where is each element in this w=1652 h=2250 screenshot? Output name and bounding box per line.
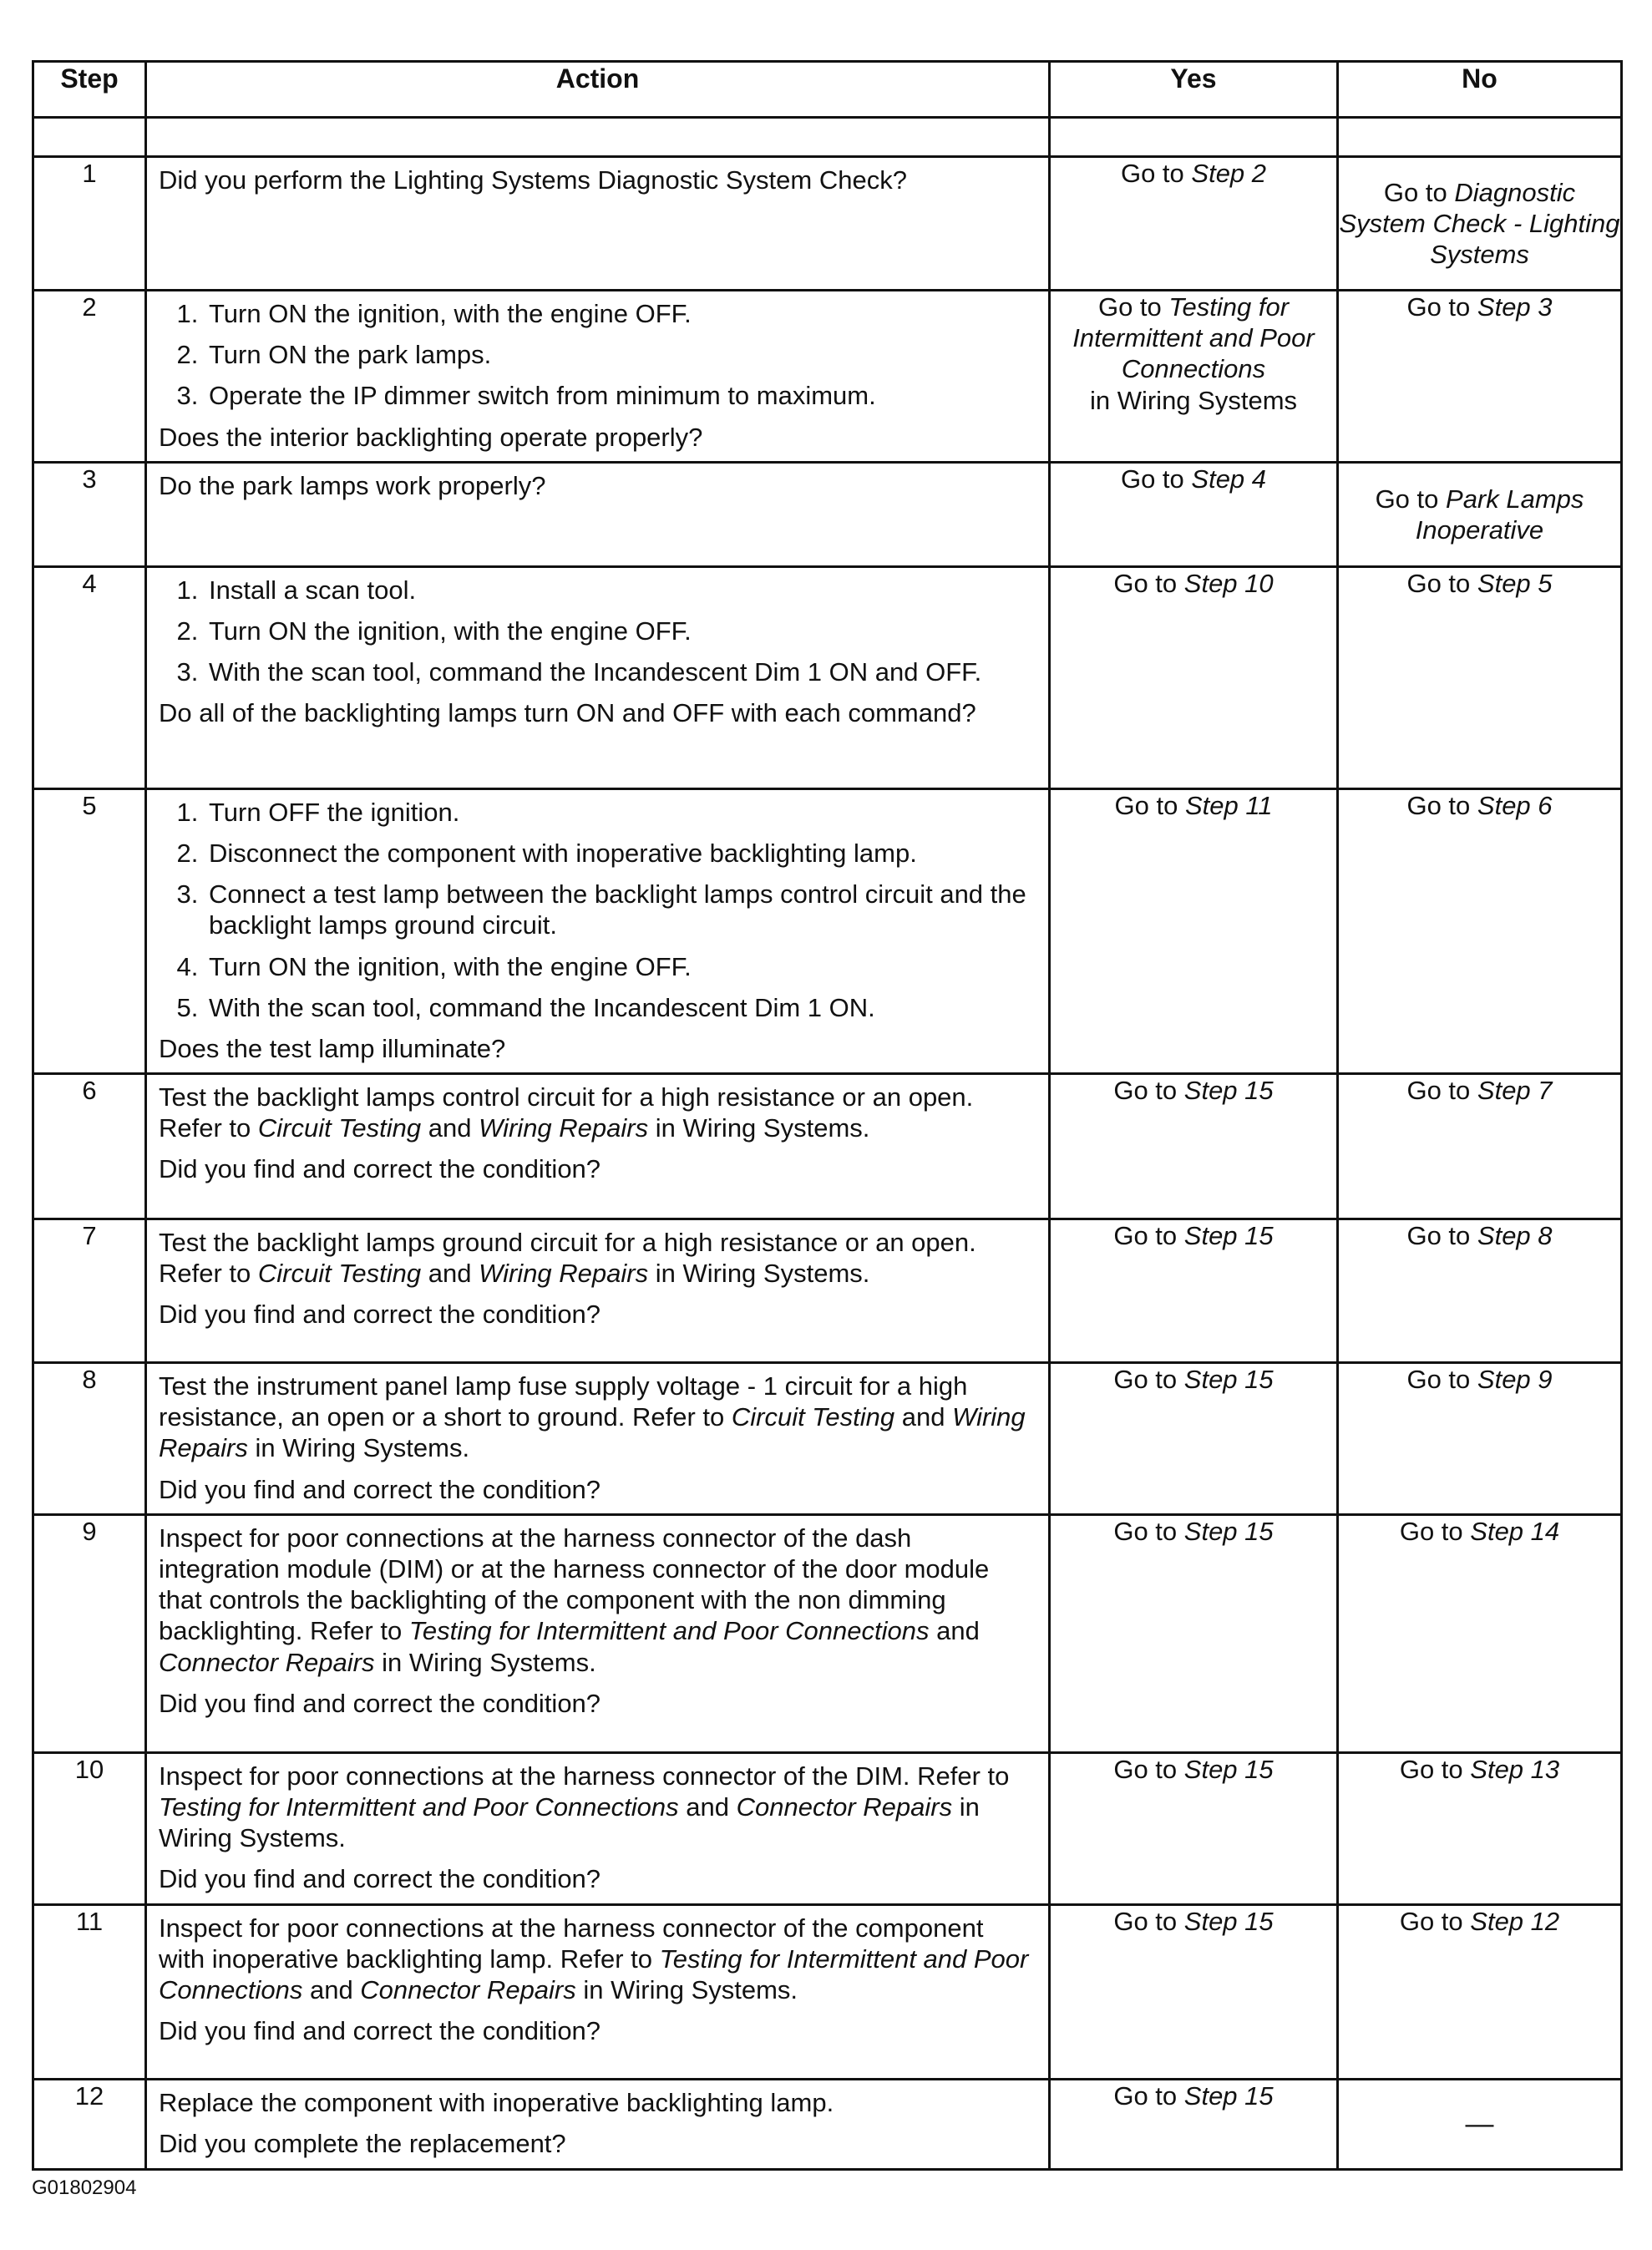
no-result xyxy=(1338,1752,1622,1904)
action-step-item: 2. Turn ON the ignition, with the engine OFF. xyxy=(205,616,1036,646)
action-text xyxy=(159,1082,1036,1143)
action-steps-list xyxy=(159,797,1036,1023)
action-text-segment: Replace the component with inoperative backlighting lamp. xyxy=(159,2087,834,2117)
action-question: Do all of the backlighting lamps turn ON and OFF with each command? xyxy=(159,698,976,728)
no-result xyxy=(1338,462,1622,566)
goto-target: Step 15 xyxy=(1183,1076,1274,1106)
goto-target: Step 4 xyxy=(1191,464,1267,494)
action-text-segment: in Wiring Systems. xyxy=(374,1647,596,1677)
goto-prefix: Go to xyxy=(1097,292,1162,322)
goto-target: Step 7 xyxy=(1477,1076,1553,1106)
action-cell xyxy=(146,1363,1050,1515)
action-text-segment: in Wiring Systems. xyxy=(648,1259,870,1289)
action-cell xyxy=(146,291,1050,463)
action-step-item: 1. Turn OFF the ignition. xyxy=(205,797,1036,828)
no-result xyxy=(1338,1363,1622,1515)
reference-link-text: Circuit Testing xyxy=(731,1402,895,1432)
yes-result xyxy=(1050,1514,1338,1752)
action-text-segment: Test the backlight lamps ground circuit for a high resistance or an open. Refer to xyxy=(159,1228,976,1289)
goto-target: Step 2 xyxy=(1191,159,1267,188)
goto-prefix: Go to xyxy=(1114,790,1178,820)
no-result xyxy=(1338,1904,1622,2079)
step-row xyxy=(33,2079,1622,2169)
goto-target: Step 12 xyxy=(1470,1906,1560,1936)
action-question: Did you find and correct the condition? xyxy=(159,1474,601,1504)
goto-target: Step 14 xyxy=(1470,1516,1560,1546)
goto-target: Step 10 xyxy=(1183,568,1274,598)
action-text-segment: Test the instrument panel lamp fuse supply voltage - 1 circuit for a high resistance, an open or a short to ground. Refer to xyxy=(159,1371,968,1432)
goto-target: Step 9 xyxy=(1477,1365,1553,1395)
yes-result xyxy=(1050,788,1338,1073)
goto-prefix: Go to xyxy=(1113,1365,1178,1395)
no-result xyxy=(1338,1219,1622,1363)
reference-link-text: Circuit Testing xyxy=(257,1113,422,1143)
goto-target: Step 15 xyxy=(1183,2080,1274,2111)
step-number: 10 xyxy=(33,1752,146,1904)
goto-prefix: Go to xyxy=(1399,1754,1463,1784)
goto-prefix: Go to xyxy=(1120,464,1184,494)
action-text-segment: and xyxy=(678,1792,737,1822)
action-text-segment: Test the backlight lamps control circuit for a high resistance or an open. Refer to xyxy=(159,1082,974,1143)
no-result xyxy=(1338,291,1622,463)
figure-id: G01802904 xyxy=(32,2177,137,2199)
step-number: 1 xyxy=(33,157,146,291)
no-result xyxy=(1338,788,1622,1073)
yes-result xyxy=(1050,157,1338,291)
reference-link-text: Connector Repairs xyxy=(360,1974,576,2004)
action-step-item: 2. Turn ON the park lamps. xyxy=(205,339,1036,370)
action-text-segment: Inspect for poor connections at the harness connector of the DIM. Refer to xyxy=(159,1761,1010,1791)
action-cell xyxy=(146,1074,1050,1219)
no-result xyxy=(1338,2079,1622,2169)
goto-target: Testing for Intermittent and Poor Connections xyxy=(1072,292,1315,384)
goto-prefix: Go to xyxy=(1399,1516,1463,1546)
step-number: 6 xyxy=(33,1074,146,1219)
action-text xyxy=(159,1227,1036,1289)
action-text-segment: and xyxy=(894,1402,953,1432)
action-text-segment: in Wiring Systems. xyxy=(159,1792,980,1853)
action-text xyxy=(159,1523,1036,1678)
goto-target: Step 5 xyxy=(1477,568,1553,598)
action-question: Did you perform the Lighting Systems Diagnostic System Check? xyxy=(159,165,907,195)
action-cell xyxy=(146,2079,1050,2169)
yes-result xyxy=(1050,1752,1338,1904)
step-number: 4 xyxy=(33,566,146,788)
step-number: 9 xyxy=(33,1514,146,1752)
action-cell xyxy=(146,1904,1050,2079)
action-question: Did you find and correct the condition? xyxy=(159,1864,601,1894)
goto-target: Step 15 xyxy=(1183,1754,1274,1784)
goto-prefix: Go to xyxy=(1113,1754,1178,1784)
step-number: 2 xyxy=(33,291,146,463)
step-number: 12 xyxy=(33,2079,146,2169)
goto-prefix: Go to xyxy=(1113,2080,1178,2111)
goto-prefix: Go to xyxy=(1375,484,1439,514)
yes-result xyxy=(1050,462,1338,566)
goto-prefix: Go to xyxy=(1113,568,1178,598)
goto-prefix: Go to xyxy=(1406,790,1471,820)
yes-result xyxy=(1050,291,1338,463)
action-step-item: 1. Turn ON the ignition, with the engine OFF. xyxy=(205,298,1036,329)
reference-link-text: Connector Repairs xyxy=(736,1792,953,1822)
step-row xyxy=(33,1219,1622,1363)
action-text-segment: in Wiring Systems. xyxy=(575,1974,798,2004)
goto-prefix: Go to xyxy=(1406,1221,1471,1251)
reference-link-text: Circuit Testing xyxy=(257,1259,422,1289)
no-result xyxy=(1338,1514,1622,1752)
action-text-segment: and xyxy=(421,1259,479,1289)
goto-prefix: Go to xyxy=(1113,1076,1178,1106)
goto-target: Step 8 xyxy=(1477,1221,1553,1251)
step-row xyxy=(33,788,1622,1073)
action-cell xyxy=(146,1219,1050,1363)
action-question: Did you find and correct the condition? xyxy=(159,1154,601,1184)
step-row xyxy=(33,1074,1622,1219)
action-text xyxy=(159,1913,1036,2006)
action-text xyxy=(159,2087,1036,2118)
goto-target: Step 11 xyxy=(1184,790,1273,820)
step-number: 11 xyxy=(33,1904,146,2079)
goto-suffix: in Wiring Systems xyxy=(1089,385,1298,415)
diagnostic-table xyxy=(32,60,1623,2171)
step-number: 5 xyxy=(33,788,146,1073)
goto-prefix: Go to xyxy=(1383,177,1447,207)
goto-prefix: Go to xyxy=(1120,159,1184,188)
action-question: Does the test lamp illuminate? xyxy=(159,1033,506,1063)
header-step: Step xyxy=(33,62,146,118)
action-cell xyxy=(146,1752,1050,1904)
action-text-segment: and xyxy=(421,1113,479,1143)
action-question: Did you find and correct the condition? xyxy=(159,2016,601,2046)
step-number: 8 xyxy=(33,1363,146,1515)
action-step-item: 4. Turn ON the ignition, with the engine OFF. xyxy=(205,951,1036,982)
action-steps-list xyxy=(159,298,1036,412)
reference-link-text: Testing for Intermittent and Poor Connections xyxy=(159,1943,1029,2004)
goto-target: Step 15 xyxy=(1183,1365,1274,1395)
yes-result xyxy=(1050,1074,1338,1219)
action-step-item: 3. Connect a test lamp between the backlight lamps control circuit and the backlight lamps ground circuit. xyxy=(205,879,1036,940)
step-number: 3 xyxy=(33,462,146,566)
action-step-item: 2. Disconnect the component with inoperative backlighting lamp. xyxy=(205,838,1036,869)
action-text-segment: in Wiring Systems. xyxy=(648,1113,870,1143)
reference-link-text: Wiring Repairs xyxy=(479,1259,649,1289)
goto-prefix: Go to xyxy=(1113,1221,1178,1251)
goto-target: Park Lamps Inoperative xyxy=(1415,484,1584,545)
yes-result xyxy=(1050,1904,1338,2079)
action-text-segment: Inspect for poor connections at the harness connector of the dash integration module (DIM) or at the harness connector of the door module that controls the backlighting of the component with the non dimming backlighting. Refer to xyxy=(159,1523,990,1646)
action-text-segment: and xyxy=(302,1974,361,2004)
goto-prefix: Go to xyxy=(1399,1906,1463,1936)
goto-target: Step 3 xyxy=(1477,292,1553,322)
action-text xyxy=(159,1761,1036,1854)
action-cell xyxy=(146,462,1050,566)
not-applicable-dash: — xyxy=(1465,2107,1494,2140)
goto-prefix: Go to xyxy=(1113,1516,1178,1546)
reference-link-text: Testing for Intermittent and Poor Connections xyxy=(159,1792,679,1822)
step-row xyxy=(33,566,1622,788)
step-row xyxy=(33,1514,1622,1752)
goto-target: Step 15 xyxy=(1183,1221,1274,1251)
goto-target: Diagnostic System Check - Lighting Systems xyxy=(1339,177,1620,270)
action-question: Did you find and correct the condition? xyxy=(159,1688,601,1718)
step-row xyxy=(33,1363,1622,1515)
action-text-segment: and xyxy=(929,1616,980,1646)
header-yes: Yes xyxy=(1050,62,1338,118)
action-cell xyxy=(146,157,1050,291)
goto-target: Step 15 xyxy=(1183,1906,1274,1936)
no-result xyxy=(1338,157,1622,291)
step-row xyxy=(33,462,1622,566)
yes-result xyxy=(1050,1363,1338,1515)
yes-result xyxy=(1050,1219,1338,1363)
action-steps-list xyxy=(159,575,1036,688)
header-row xyxy=(33,62,1622,118)
goto-target: Step 13 xyxy=(1470,1754,1560,1784)
yes-result xyxy=(1050,566,1338,788)
no-result xyxy=(1338,1074,1622,1219)
no-result xyxy=(1338,566,1622,788)
goto-prefix: Go to xyxy=(1406,1365,1471,1395)
spacer-row xyxy=(33,118,1622,157)
action-question: Do the park lamps work properly? xyxy=(159,470,546,500)
goto-prefix: Go to xyxy=(1406,1076,1471,1106)
step-row xyxy=(33,291,1622,463)
action-text xyxy=(159,1371,1036,1464)
reference-link-text: Wiring Repairs xyxy=(159,1402,1026,1463)
action-cell xyxy=(146,1514,1050,1752)
action-step-item: 3. With the scan tool, command the Incandescent Dim 1 ON and OFF. xyxy=(205,656,1036,687)
goto-prefix: Go to xyxy=(1406,568,1471,598)
header-action: Action xyxy=(146,62,1050,118)
step-row xyxy=(33,1752,1622,1904)
goto-target: Step 6 xyxy=(1477,790,1553,820)
reference-link-text: Connector Repairs xyxy=(159,1647,375,1677)
yes-result xyxy=(1050,2079,1338,2169)
action-question: Does the interior backlighting operate properly? xyxy=(159,422,703,452)
goto-target: Step 15 xyxy=(1183,1516,1274,1546)
action-text-segment: in Wiring Systems. xyxy=(247,1433,470,1463)
action-text-segment: Inspect for poor connections at the harness connector of the component with inoperative backlighting lamp. Refer to xyxy=(159,1913,984,1974)
action-step-item: 3. Operate the IP dimmer switch from minimum to maximum. xyxy=(205,380,1036,411)
header-no: No xyxy=(1338,62,1622,118)
action-question: Did you find and correct the condition? xyxy=(159,1300,601,1330)
step-row xyxy=(33,1904,1622,2079)
reference-link-text: Testing for Intermittent and Poor Connections xyxy=(408,1616,930,1646)
goto-prefix: Go to xyxy=(1406,292,1471,322)
action-question: Did you complete the replacement? xyxy=(159,2128,566,2158)
action-step-item: 5. With the scan tool, command the Incandescent Dim 1 ON. xyxy=(205,992,1036,1023)
reference-link-text: Wiring Repairs xyxy=(479,1113,649,1143)
action-cell xyxy=(146,566,1050,788)
step-row xyxy=(33,157,1622,291)
step-number: 7 xyxy=(33,1219,146,1363)
goto-prefix: Go to xyxy=(1113,1906,1178,1936)
action-step-item: 1. Install a scan tool. xyxy=(205,575,1036,606)
action-cell xyxy=(146,788,1050,1073)
